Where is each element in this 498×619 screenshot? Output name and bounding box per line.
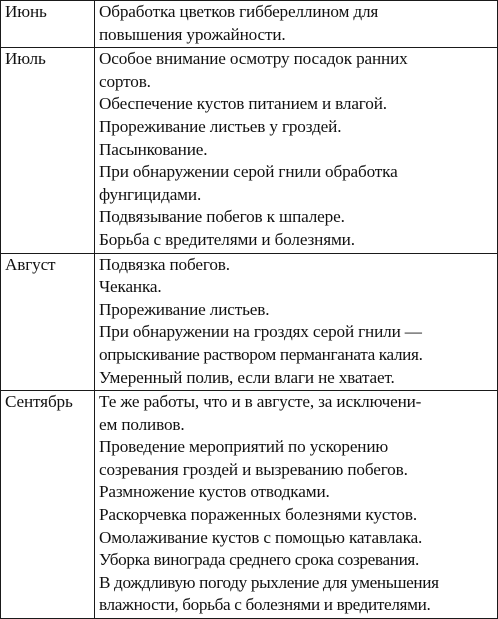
table-row-july xyxy=(1,48,498,253)
work-line: Пасынкование. xyxy=(99,139,208,159)
table-row-august xyxy=(1,253,498,391)
work-line: Борьба с вредителями и болезнями. xyxy=(99,229,355,249)
work-line: Подвязка побегов. xyxy=(99,254,230,274)
work-line: повышения урожайности. xyxy=(99,24,286,44)
work-line: В дождливую погоду рыхление для уменьшения xyxy=(99,572,439,592)
table-row-june xyxy=(1,1,498,48)
work-line: Размножение кустов отводками. xyxy=(99,482,330,502)
work-line: Прореживание листьев у гроздей. xyxy=(99,116,342,136)
work-line: фунгицидами. xyxy=(99,184,202,204)
work-line: Прореживание листьев. xyxy=(99,299,270,319)
work-line: Чеканка. xyxy=(99,277,162,297)
works-cell xyxy=(95,48,498,253)
works-cell xyxy=(95,253,498,391)
work-line: влажности, борьба с болезнями и вредителями. xyxy=(99,595,431,615)
work-line: созревания гроздей и вызреванию побегов. xyxy=(99,459,408,479)
work-line: сортов. xyxy=(99,71,151,91)
work-line: Проведение мероприятий по ускорению xyxy=(99,437,389,457)
work-line: При обнаружении серой гнили обработка xyxy=(99,162,398,182)
work-line: опрыскивание раствором перманганата калия. xyxy=(99,344,423,364)
works-cell xyxy=(95,391,498,619)
work-line: При обнаружении на гроздях серой гнили — xyxy=(99,322,422,342)
work-line: Уборка винограда среднего срока созревания. xyxy=(99,550,419,570)
work-line: Подвязывание побегов к шпалере. xyxy=(99,207,345,227)
work-line: Раскорчевка пораженных болезнями кустов. xyxy=(99,505,417,525)
month-cell: Июнь xyxy=(1,1,95,48)
month-cell: Июль xyxy=(1,48,95,253)
month-cell: Сентябрь xyxy=(1,391,95,619)
month-cell: Август xyxy=(1,253,95,391)
works-cell xyxy=(95,1,498,48)
work-line: Особое внимание осмотру посадок ранних xyxy=(99,49,408,69)
work-line: Омолаживание кустов с помощью катавлака. xyxy=(99,527,423,547)
work-line: Умеренный полив, если влаги не хватает. xyxy=(99,367,395,387)
work-line: ем поливов. xyxy=(99,414,185,434)
work-line: Обработка цветков гиббереллином для xyxy=(99,2,379,21)
table-row-september xyxy=(1,391,498,619)
work-line: Те же работы, что и в августе, за исключени- xyxy=(99,392,422,412)
work-line: Обеспечение кустов питанием и влагой. xyxy=(99,94,387,114)
